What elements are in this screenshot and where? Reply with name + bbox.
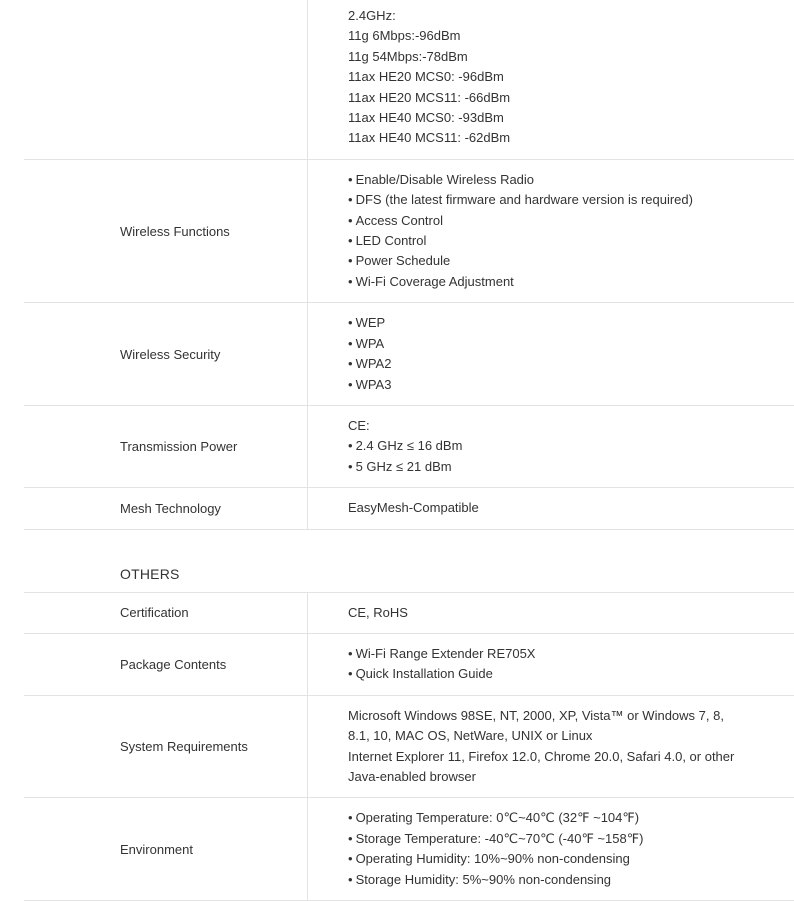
spec-bullet-item: • WPA2 — [348, 354, 794, 374]
spec-row-package-contents — [24, 634, 794, 696]
spec-label: Package Contents — [24, 634, 308, 695]
spec-label: Wireless Functions — [24, 160, 308, 302]
spec-bullet-item: • WEP — [348, 313, 794, 333]
spec-value-line: 11g 6Mbps:-96dBm — [348, 28, 461, 44]
spec-value — [308, 634, 794, 695]
spec-value-line: 2.4GHz: — [348, 8, 396, 23]
spec-row-certification — [24, 593, 794, 634]
spec-value-line: Microsoft Windows 98SE, NT, 2000, XP, Vista™ or Windows 7, 8, — [348, 707, 724, 723]
spec-value-line: 11g 54Mbps:-78dBm — [348, 48, 468, 64]
spec-value-line: 8.1, 10, MAC OS, NetWare, UNIX or Linux — [348, 728, 593, 744]
spec-value — [308, 406, 794, 487]
spec-label: Transmission Power — [24, 406, 308, 487]
spec-rows-others — [24, 593, 794, 901]
spec-label: System Requirements — [24, 696, 308, 798]
spec-bullet-item: • 2.4 GHz ≤ 16 dBm — [348, 436, 794, 456]
spec-value — [308, 303, 794, 405]
section-title-others: OTHERS — [24, 561, 794, 593]
spec-label — [24, 0, 308, 159]
spec-label: Certification — [24, 593, 308, 633]
spec-bullet-item: • Wi-Fi Coverage Adjustment — [348, 272, 794, 292]
spec-row-mesh-technology — [24, 488, 794, 529]
spec-label: Wireless Security — [24, 303, 308, 405]
spec-bullet-item: • Storage Humidity: 5%~90% non-condensing — [348, 870, 794, 890]
spec-bullet-item: • Operating Temperature: 0℃~40℃ (32℉ ~104℉) — [348, 808, 794, 828]
spec-bullet-item: • Quick Installation Guide — [348, 664, 794, 684]
spec-bullet-item: • Storage Temperature: -40℃~70℃ (-40℉ ~158℉) — [348, 829, 794, 849]
spec-bullet-item: • Enable/Disable Wireless Radio — [348, 170, 794, 190]
spec-value — [308, 0, 794, 159]
spec-value-line: 11ax HE40 MCS11: -62dBm — [348, 130, 511, 146]
spec-value — [308, 798, 794, 900]
spec-value-line: Java-enabled browser — [348, 768, 476, 784]
spec-bullet-item: • WPA — [348, 334, 794, 354]
spec-bullet-item: • Access Control — [348, 211, 794, 231]
spec-bullet-item: • Wi-Fi Range Extender RE705X — [348, 644, 794, 664]
spec-bullet-item: • Operating Humidity: 10%~90% non-condensing — [348, 849, 794, 869]
spec-row-receiver-sensitivity — [24, 0, 794, 160]
spec-value — [308, 593, 794, 633]
spec-value-line: 11ax HE40 MCS0: -93dBm — [348, 110, 504, 126]
spec-row-wireless-security — [24, 303, 794, 406]
spec-bullet-item: • DFS (the latest firmware and hardware version is required) — [348, 190, 794, 210]
spec-value — [308, 488, 794, 528]
spec-value-line: 11ax HE20 MCS0: -96dBm — [348, 69, 504, 85]
spec-rows-top — [24, 0, 794, 530]
spec-bullet-item: • 5 GHz ≤ 21 dBm — [348, 457, 794, 477]
spec-bullet-item: • Power Schedule — [348, 251, 794, 271]
spec-row-environment — [24, 798, 794, 901]
spec-row-wireless-functions — [24, 160, 794, 303]
spec-value-line: CE, RoHS — [348, 604, 408, 620]
section-gap — [24, 530, 794, 561]
spec-value — [308, 160, 794, 302]
spec-label: Environment — [24, 798, 308, 900]
spec-bullet-item: • WPA3 — [348, 375, 794, 395]
spec-value-line: CE: — [348, 417, 370, 433]
spec-value — [308, 696, 794, 798]
spec-label: Mesh Technology — [24, 488, 308, 528]
spec-row-transmission-power — [24, 406, 794, 488]
spec-value-line: 11ax HE20 MCS11: -66dBm — [348, 89, 511, 105]
spec-table — [24, 0, 794, 901]
spec-value-line: Internet Explorer 11, Firefox 12.0, Chrome 20.0, Safari 4.0, or other — [348, 748, 735, 764]
spec-bullet-item: • LED Control — [348, 231, 794, 251]
spec-row-system-requirements — [24, 696, 794, 799]
spec-value-line: EasyMesh-Compatible — [348, 500, 479, 516]
